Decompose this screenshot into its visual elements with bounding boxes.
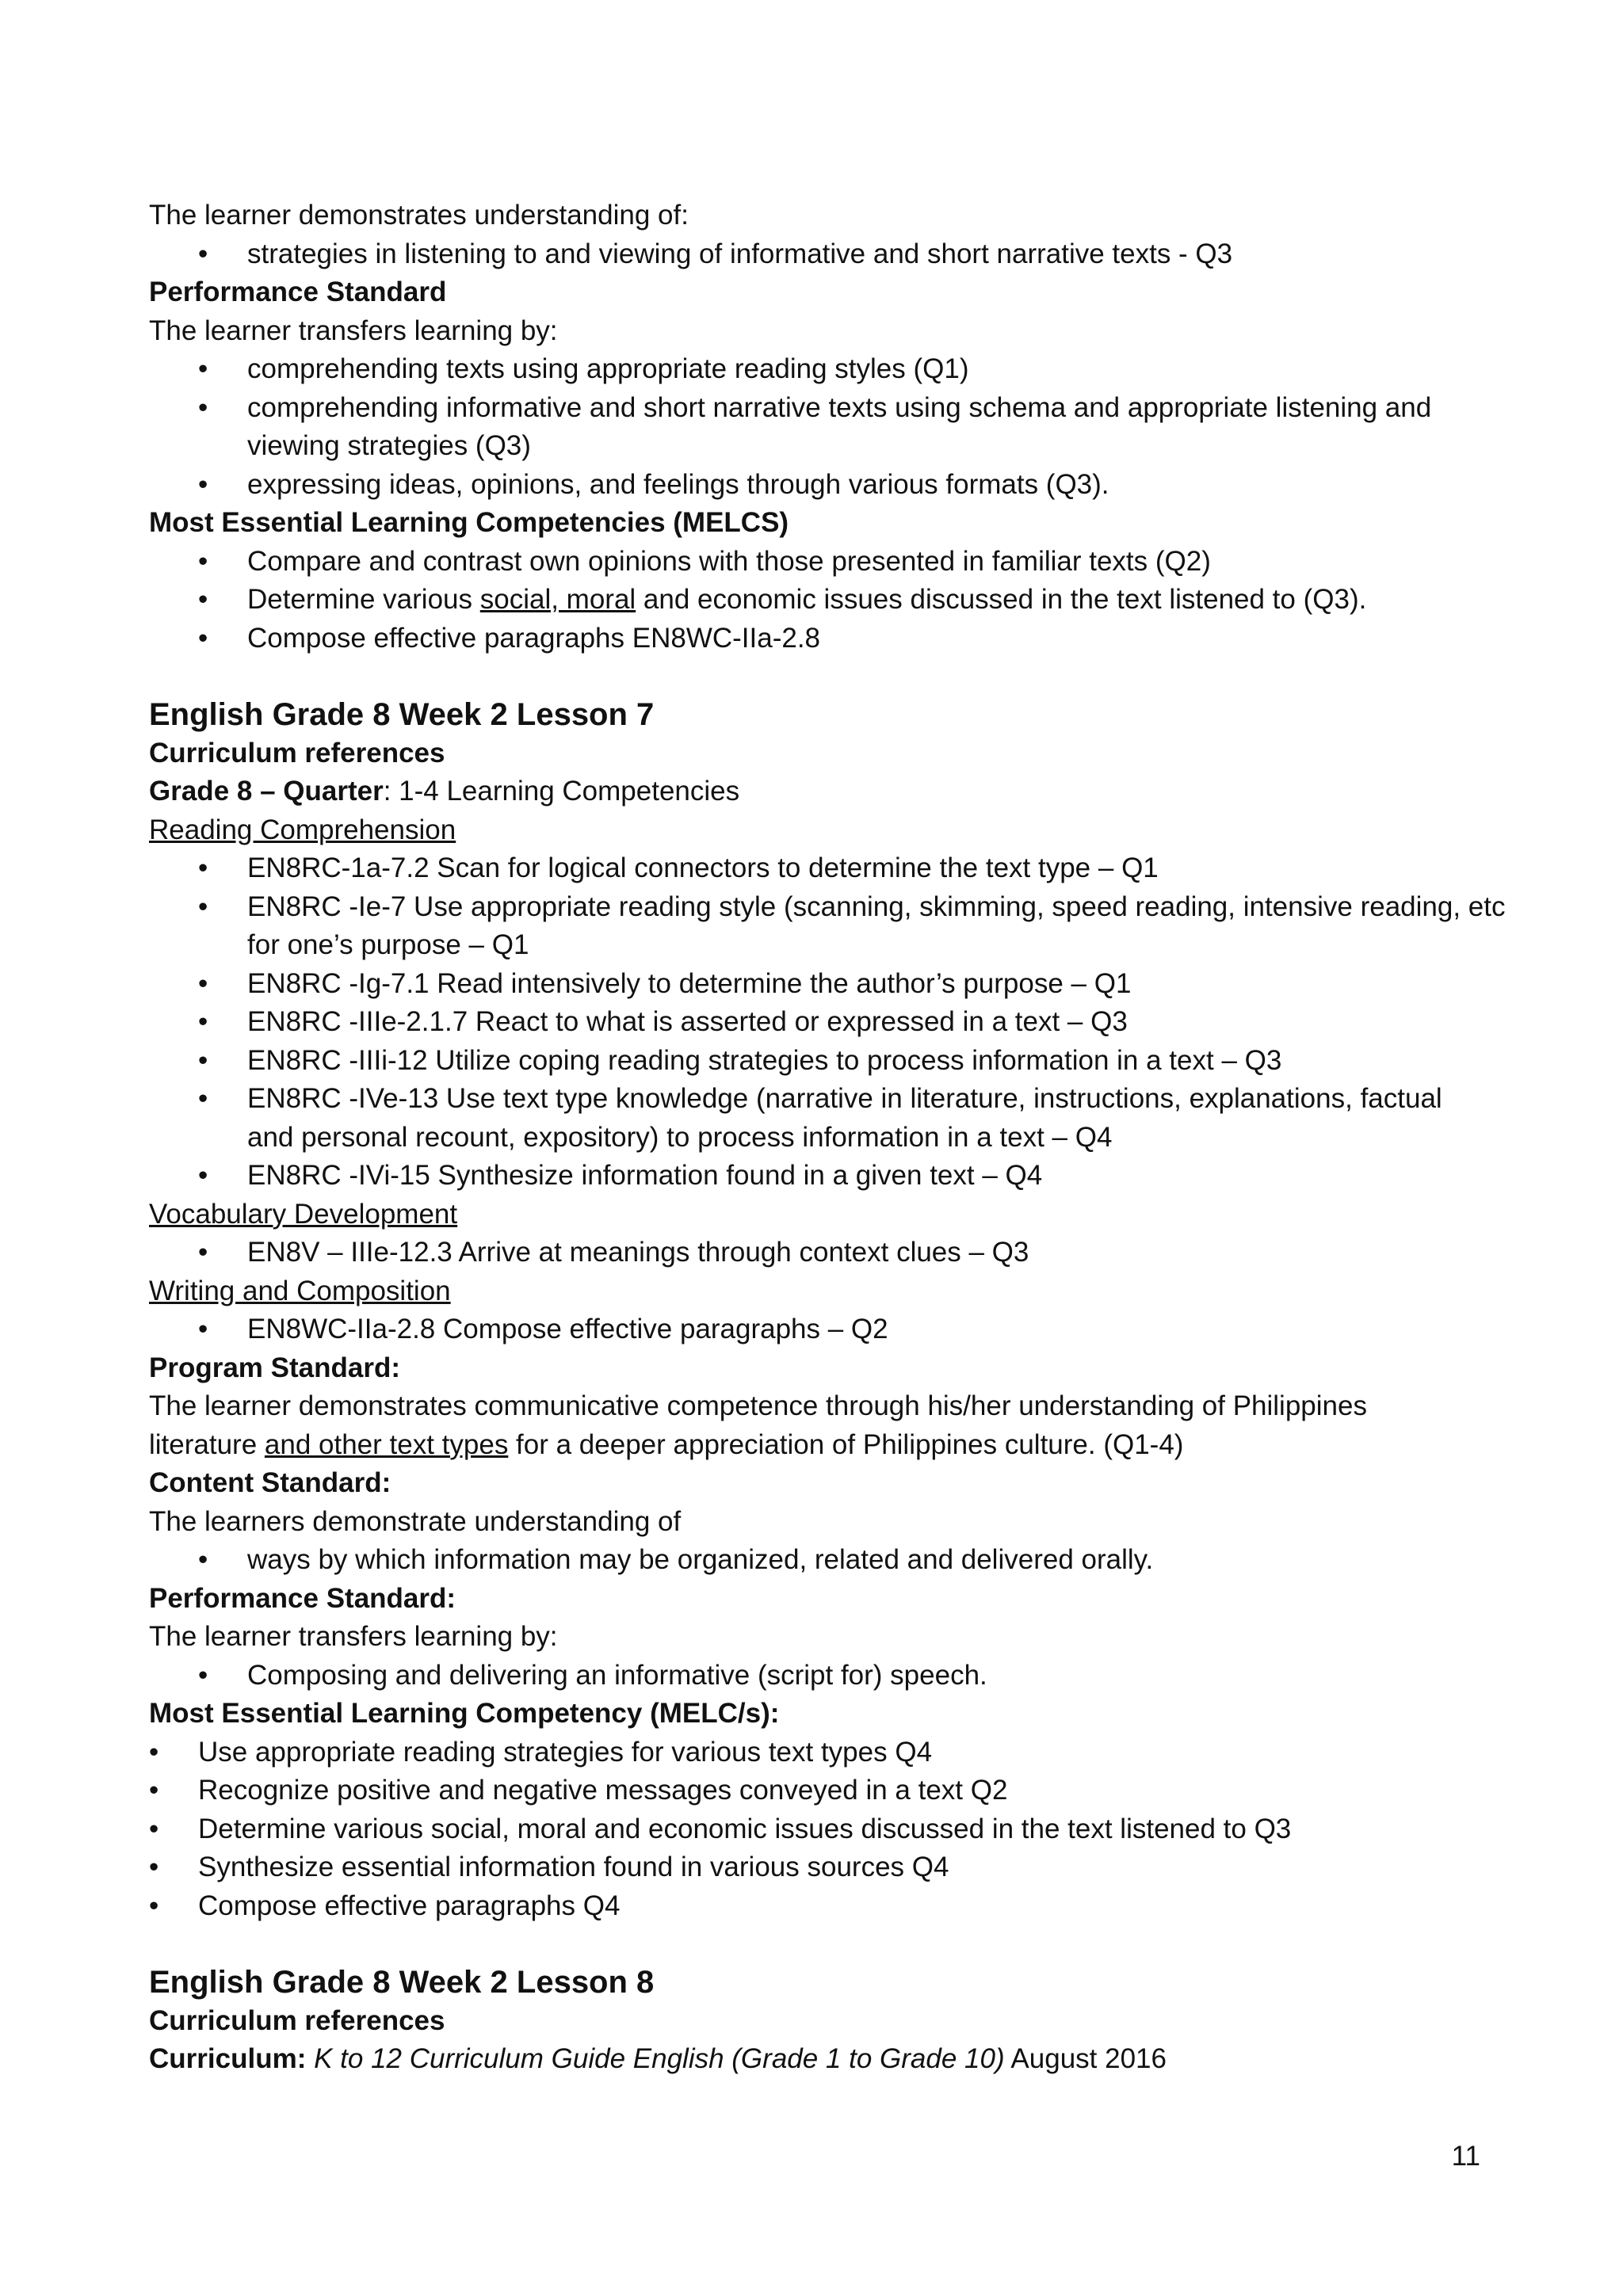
body-text: The learner transfers learning by: — [149, 315, 558, 346]
intro-text: The learner demonstrates understanding of: — [149, 200, 689, 231]
list-item: • Use appropriate reading strategies for various text types Q4 — [149, 1733, 1512, 1772]
list-item: • Compose effective paragraphs Q4 — [149, 1887, 1512, 1926]
text-segment: for a deeper appreciation of Philippines culture. (Q1-4) — [508, 1428, 1184, 1460]
text-segment: literature — [149, 1428, 265, 1460]
list-item — [149, 581, 1512, 620]
list-item: • EN8RC -IIIe-2.1.7 React to what is asserted or expressed in a text – Q3 — [149, 1003, 1512, 1042]
section-heading: Performance Standard: — [149, 1582, 456, 1614]
lesson-title: English Grade 8 Week 2 Lesson 8 — [149, 1965, 655, 2000]
list-item: • EN8RC -Ig-7.1 Read intensively to determine the author’s purpose – Q1 — [149, 965, 1512, 1004]
list-item: • ways by which information may be organized, related and delivered orally. — [149, 1541, 1512, 1580]
grade-line — [149, 772, 1512, 811]
list-item: • EN8RC-1a-7.2 Scan for logical connectors to determine the text type – Q1 — [149, 849, 1512, 888]
lesson-title: English Grade 8 Week 2 Lesson 7 — [149, 697, 655, 732]
section-heading: Performance Standard — [149, 277, 447, 307]
section-heading: Curriculum references — [149, 2004, 445, 2036]
underlined-text: social, moral — [479, 584, 636, 615]
list-item: • EN8RC -IVe-13 Use text type knowledge (narrative in literature, instructions, explanations, factual — [149, 1080, 1512, 1119]
grade-value: : 1-4 Learning Competencies — [383, 776, 740, 807]
text-segment: Determine various — [247, 584, 480, 615]
section-heading: Most Essential Learning Competency (MELC/s): — [149, 1698, 780, 1729]
body-text — [149, 1426, 1512, 1465]
list-item: • Determine various social, moral and economic issues discussed in the text listened to Q3 — [149, 1810, 1512, 1849]
curriculum-line — [149, 2040, 1512, 2079]
body-text: The learner transfers learning by: — [149, 1621, 558, 1652]
list-item: • Compare and contrast own opinions with those presented in familiar texts (Q2) — [149, 543, 1512, 582]
list-item: • comprehending informative and short narrative texts using schema and appropriate listening and — [149, 389, 1512, 428]
grade-label: Grade 8 – Quarter — [149, 776, 384, 807]
list-item: • EN8RC -IIIi-12 Utilize coping reading strategies to process information in a text – Q3 — [149, 1042, 1512, 1081]
list-item: • comprehending texts using appropriate reading styles (Q1) — [149, 350, 1512, 389]
list-item-continuation: and personal recount, expository) to process information in a text – Q4 — [247, 1121, 1113, 1153]
subsection-heading: Vocabulary Development — [149, 1198, 458, 1230]
list-item: • Compose effective paragraphs EN8WC-IIa-2.8 — [149, 620, 1512, 658]
list-item: • EN8RC -IVi-15 Synthesize information found in a given text – Q4 — [149, 1157, 1512, 1196]
list-item: • EN8V – IIIe-12.3 Arrive at meanings through context clues – Q3 — [149, 1234, 1512, 1272]
subsection-heading: Reading Comprehension — [149, 814, 456, 845]
list-item: • Synthesize essential information found in various sources Q4 — [149, 1848, 1512, 1887]
curriculum-label: Curriculum: — [149, 2043, 307, 2074]
section-heading: Curriculum references — [149, 737, 445, 769]
section-heading: Content Standard: — [149, 1467, 391, 1498]
text-segment: and economic issues discussed in the text listened to (Q3). — [636, 584, 1367, 615]
list-item: • EN8WC-IIa-2.8 Compose effective paragraphs – Q2 — [149, 1310, 1512, 1349]
list-item: • Composing and delivering an informative (script for) speech. — [149, 1657, 1512, 1695]
section-heading: Most Essential Learning Competencies (MELCS) — [149, 507, 789, 538]
underlined-text: and other text types — [264, 1428, 509, 1460]
list-item: • Recognize positive and negative messages conveyed in a text Q2 — [149, 1772, 1512, 1810]
list-item-continuation: viewing strategies (Q3) — [247, 430, 531, 461]
list-item: • expressing ideas, opinions, and feelings through various formats (Q3). — [149, 466, 1512, 505]
body-text: The learners demonstrate understanding of — [149, 1505, 682, 1537]
section-heading: Program Standard: — [149, 1352, 400, 1383]
page-number: 11 — [1451, 2141, 1480, 2172]
subsection-heading: Writing and Composition — [149, 1275, 451, 1306]
list-item-continuation: for one’s purpose – Q1 — [247, 929, 529, 960]
list-item: • EN8RC -Ie-7 Use appropriate reading style (scanning, skimming, speed reading, intensive reading, etc — [149, 888, 1512, 927]
body-text: The learner demonstrates communicative competence through his/her understanding of Philippines — [149, 1390, 1367, 1421]
curriculum-title: K to 12 Curriculum Guide English (Grade 1 to Grade 10) — [314, 2043, 1005, 2074]
curriculum-date: August 2016 — [1004, 2043, 1167, 2074]
list-item: • strategies in listening to and viewing of informative and short narrative texts - Q3 — [149, 235, 1512, 274]
page-content — [149, 196, 1512, 2079]
